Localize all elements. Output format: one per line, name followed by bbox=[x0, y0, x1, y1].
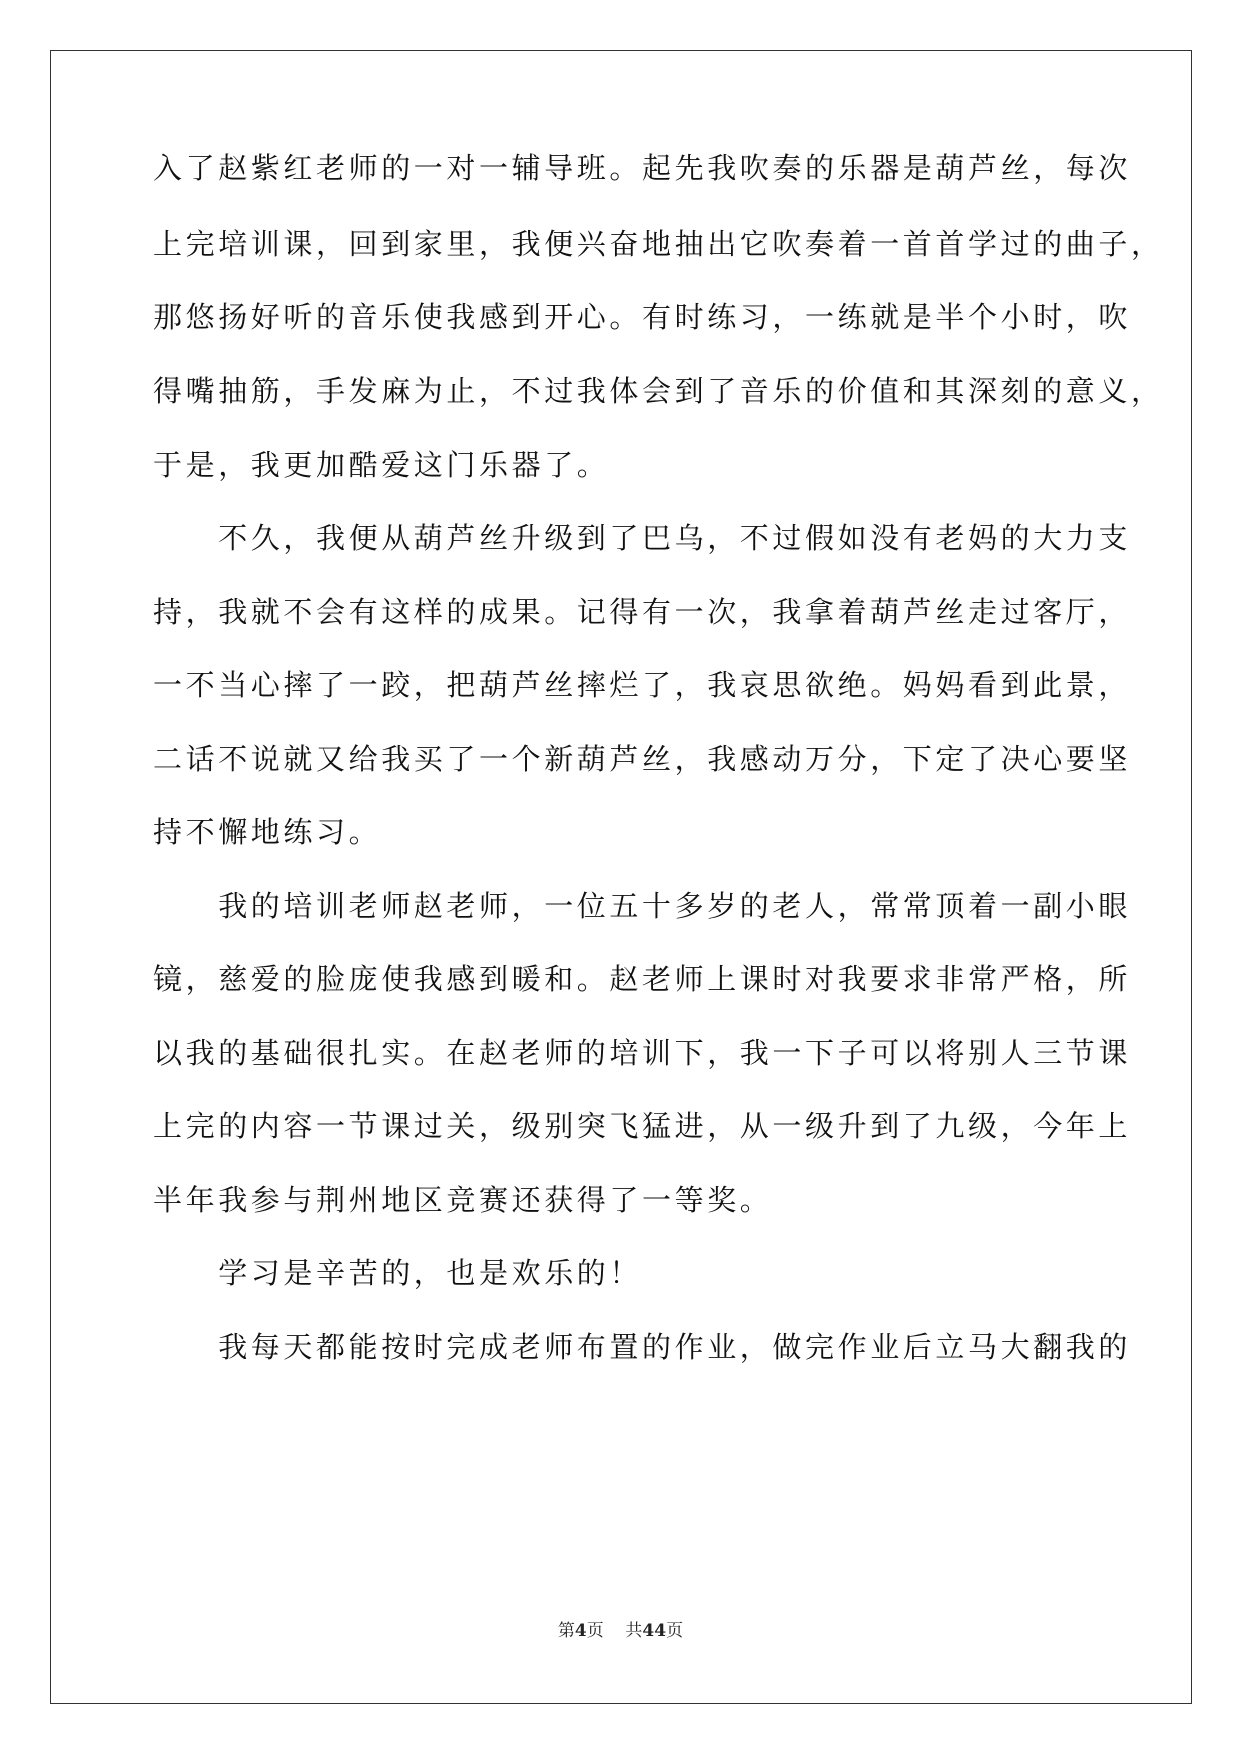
text-line: 那悠扬好听的音乐使我感到开心。有时练习，一练就是半个小时，吹 bbox=[153, 300, 1132, 334]
page-footer bbox=[0, 1619, 1241, 1643]
text-line: 于是，我更加酷爱这门乐器了。 bbox=[153, 448, 610, 482]
text-line: 镜，慈爱的脸庞使我感到暖和。赵老师上课时对我要求非常严格，所 bbox=[153, 962, 1132, 996]
text-line: 得嘴抽筋，手发麻为止，不过我体会到了音乐的价值和其深刻的意义， bbox=[153, 374, 1164, 408]
text-line: 一不当心摔了一跤，把葫芦丝摔烂了，我哀思欲绝。妈妈看到此景， bbox=[153, 668, 1132, 702]
total-suffix: 页 bbox=[666, 1621, 684, 1641]
text-line: 持，我就不会有这样的成果。记得有一次，我拿着葫芦丝走过客厅， bbox=[153, 595, 1132, 629]
total-pages: 44 bbox=[642, 1621, 667, 1641]
text-line: 入了赵紫红老师的一对一辅导班。起先我吹奏的乐器是葫芦丝，每次 bbox=[153, 151, 1132, 185]
text-line: 半年我参与荆州地区竞赛还获得了一等奖。 bbox=[153, 1183, 773, 1217]
text-line: 我的培训老师赵老师，一位五十多岁的老人，常常顶着一副小眼 bbox=[153, 889, 1132, 923]
page-number: 4 bbox=[574, 1621, 587, 1641]
text-line: 学习是辛苦的，也是欢乐的！ bbox=[153, 1256, 643, 1290]
text-line: 持不懈地练习。 bbox=[153, 815, 382, 849]
total-prefix: 共 bbox=[625, 1621, 643, 1641]
text-line: 我每天都能按时完成老师布置的作业，做完作业后立马大翻我的 bbox=[153, 1330, 1132, 1364]
text-line: 上完培训课，回到家里，我便兴奋地抽出它吹奏着一首首学过的曲子， bbox=[153, 227, 1164, 261]
text-line: 以我的基础很扎实。在赵老师的培训下，我一下子可以将别人三节课 bbox=[153, 1036, 1132, 1070]
page-prefix: 第 bbox=[557, 1621, 575, 1641]
page-suffix: 页 bbox=[586, 1621, 604, 1641]
text-line: 上完的内容一节课过关，级别突飞猛进，从一级升到了九级，今年上 bbox=[153, 1109, 1132, 1143]
text-line: 二话不说就又给我买了一个新葫芦丝，我感动万分，下定了决心要坚 bbox=[153, 742, 1132, 776]
text-line: 不久，我便从葫芦丝升级到了巴乌，不过假如没有老妈的大力支 bbox=[153, 521, 1132, 555]
